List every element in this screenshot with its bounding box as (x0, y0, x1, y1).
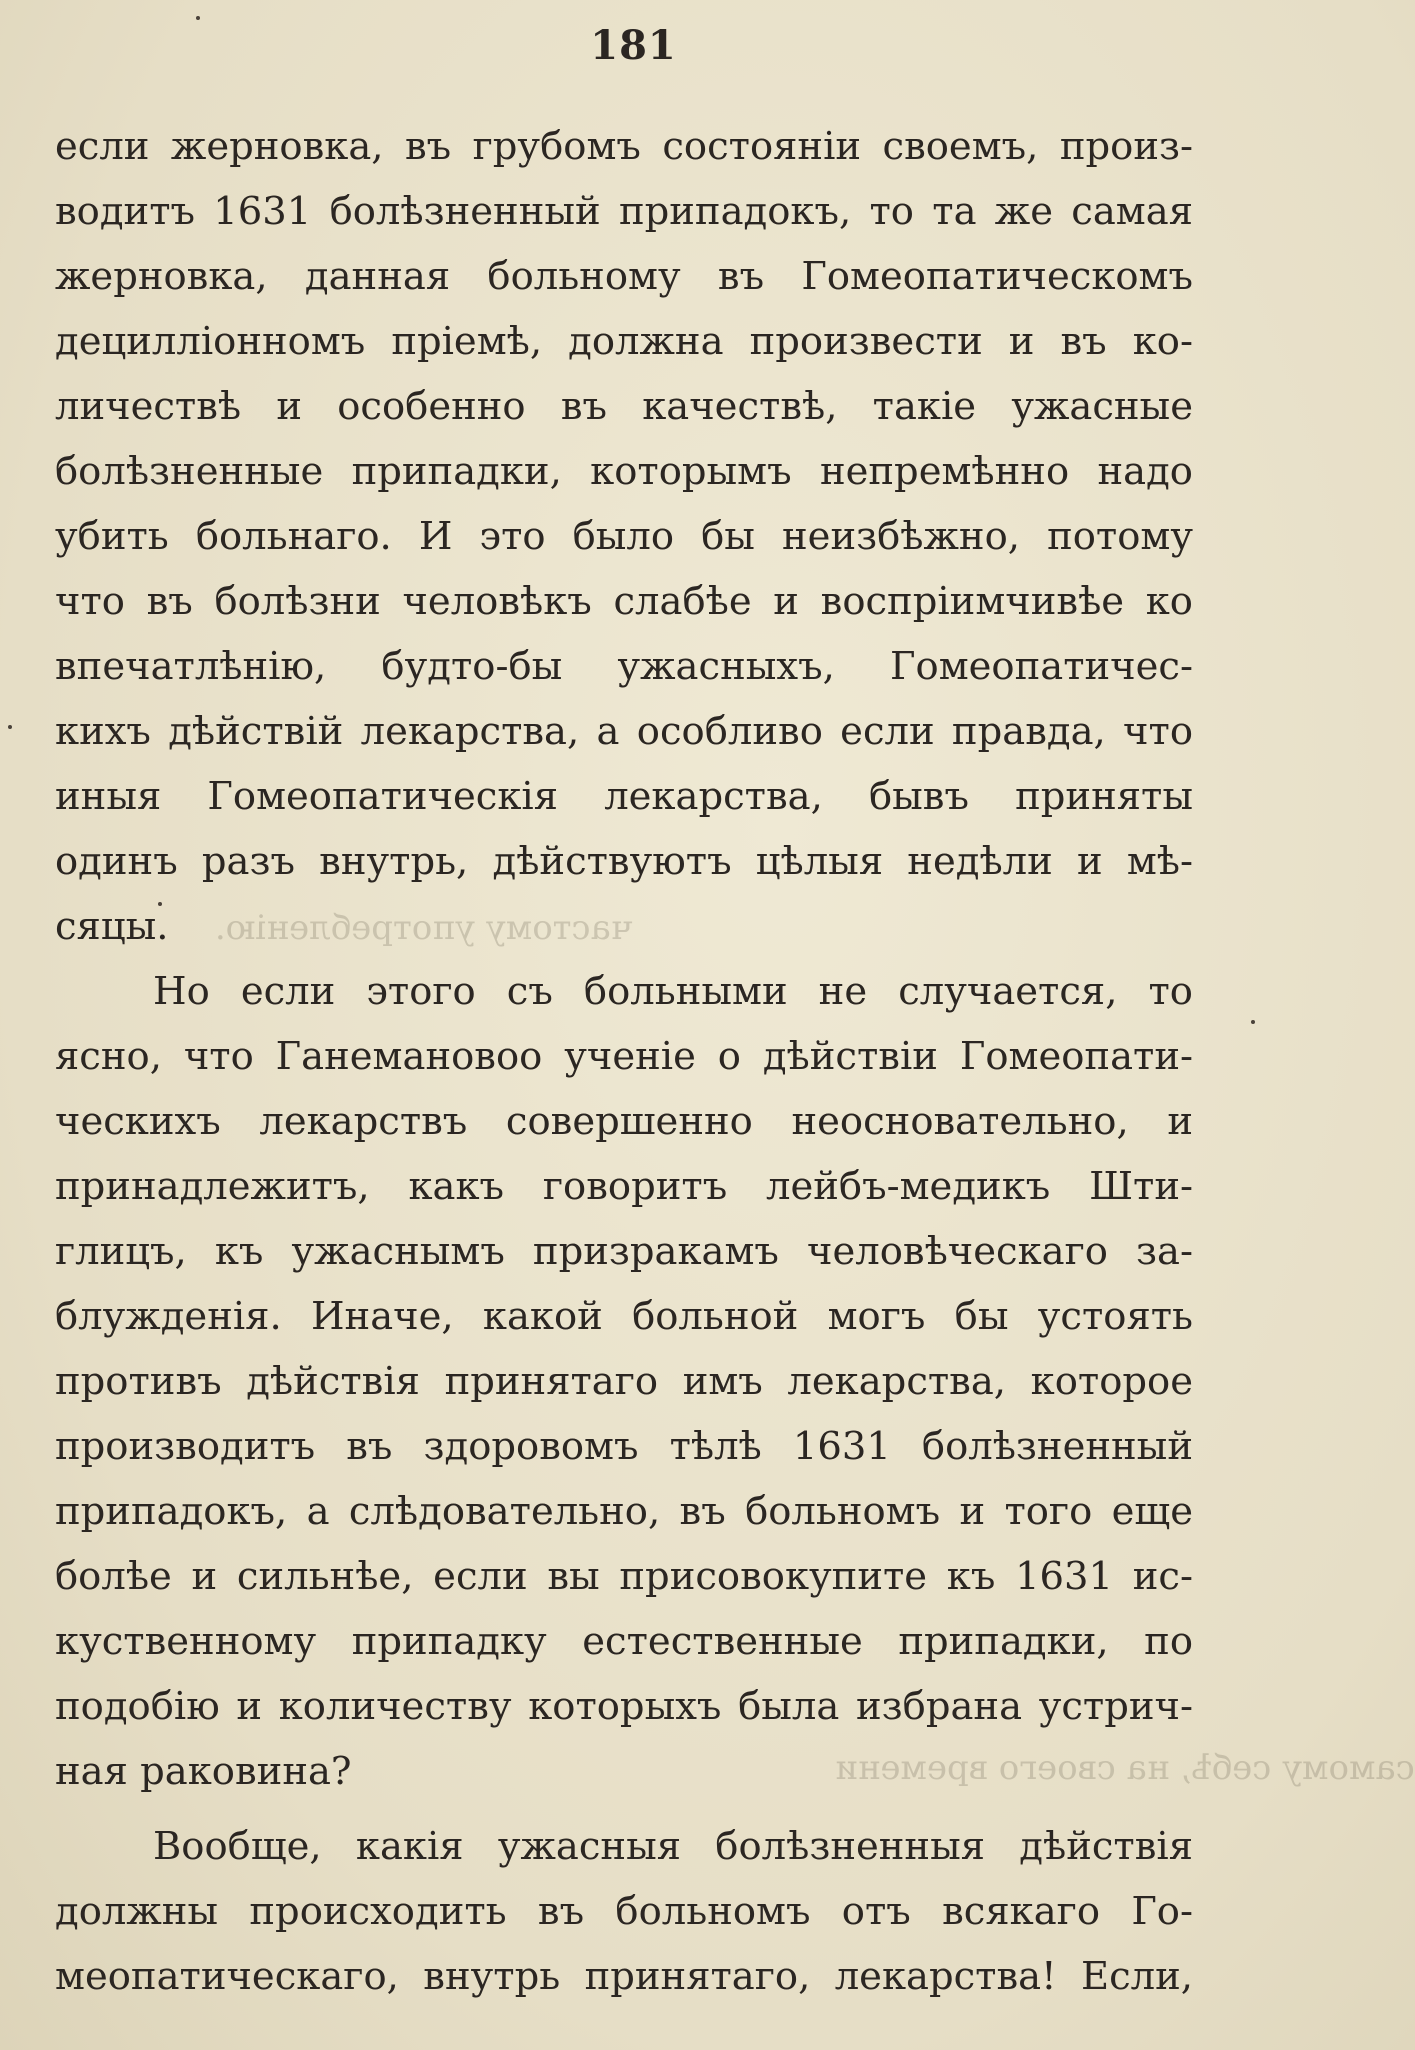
page-number: 181 (590, 22, 677, 69)
text-line: личествѣ и особенно въ качествѣ, такіе ужасные (55, 384, 1193, 429)
text-line: ясно, что Ганемановоо ученіе о дѣйствіи Гомеопати- (55, 1034, 1193, 1079)
text-line: противъ дѣйствія принятаго имъ лекарства, которое (55, 1359, 1193, 1404)
text-line: одинъ разъ внутрь, дѣйствуютъ цѣлыя недѣли и мѣ- (55, 839, 1193, 884)
text-line: блужденія. Иначе, какой больной могъ бы устоять (55, 1294, 1193, 1339)
text-line: меопатическаго, внутрь принятаго, лекарства! Если, (55, 1954, 1193, 1999)
text-line: производитъ въ здоровомъ тѣлѣ 1631 болѣзненный (55, 1424, 1193, 1469)
paragraph-end-line: сяцы. (55, 904, 169, 949)
text-line: кихъ дѣйствій лекарства, а особливо если правда, что (55, 709, 1193, 754)
text-line: децилліонномъ пріемѣ, должна произвести и въ ко- (55, 319, 1193, 364)
paper-speck (196, 16, 200, 20)
show-through-text: самому себѣ, на своего времени (835, 1748, 1415, 1788)
text-line: глицъ, къ ужаснымъ призракамъ человѣческаго за- (55, 1229, 1193, 1274)
text-line: куственному припадку естественные припадки, по (55, 1619, 1193, 1664)
paragraph-start-line: Но если этого съ больными не случается, то (153, 969, 1193, 1014)
text-line: болѣзненные припадки, которымъ непремѣнно надо (55, 449, 1193, 494)
text-line: принадлежитъ, какъ говоритъ лейбъ-медикъ Шти- (55, 1164, 1193, 1209)
text-line: убить больнаго. И это было бы неизбѣжно, потому (55, 514, 1193, 559)
text-line: подобію и количеству которыхъ была избрана устрич- (55, 1684, 1193, 1729)
text-line: болѣе и сильнѣе, если вы присовокупите къ 1631 ис- (55, 1554, 1193, 1599)
paper-speck (8, 725, 12, 729)
paragraph-end-line: ная раковина? (55, 1749, 352, 1794)
text-line: если жерновка, въ грубомъ состоянiи своемъ, произ- (55, 124, 1193, 169)
show-through-text: частому употребленію. (215, 908, 634, 948)
text-line: припадокъ, а слѣдовательно, въ больномъ и того еще (55, 1489, 1193, 1534)
text-line: ческихъ лекарствъ совершенно неосновательно, и (55, 1099, 1193, 1144)
paper-speck (1251, 1020, 1255, 1024)
text-line: иныя Гомеопатическія лекарства, бывъ приняты (55, 774, 1193, 819)
paragraph-start-line: Вообще, какія ужасныя болѣзненныя дѣйствія (153, 1824, 1193, 1869)
text-line: должны происходить въ больномъ отъ всякаго Го- (55, 1889, 1193, 1934)
text-line: впечатлѣнію, будто-бы ужасныхъ, Гомеопатичес- (55, 644, 1193, 689)
text-line: водитъ 1631 болѣзненный припадокъ, то та же самая (55, 189, 1193, 234)
text-line: что въ болѣзни человѣкъ слабѣе и воспріимчивѣе ко (55, 579, 1193, 624)
text-line: жерновка, данная больному въ Гомеопатическомъ (55, 254, 1193, 299)
